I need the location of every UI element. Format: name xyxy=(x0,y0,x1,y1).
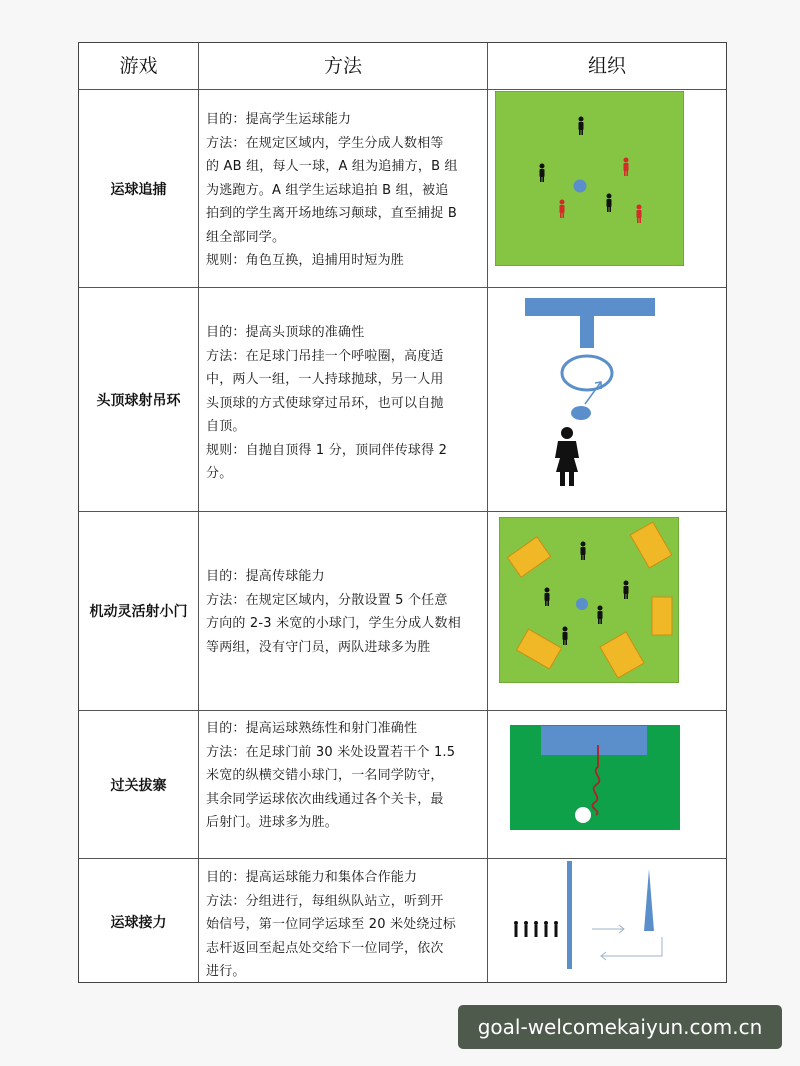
relay-diagram xyxy=(509,859,709,974)
header-method: 方法 xyxy=(323,55,362,77)
method-line: 其余同学运球依次曲线通过各个关卡，最 xyxy=(206,791,444,807)
method-line: 规则：自抛自顶得 1 分，顶同伴传球得 2 xyxy=(206,442,448,458)
method-line: 的 AB 组，每人一球，A 组为追捕方，B 组 xyxy=(206,159,458,174)
method-line: 目的：提高运球能力和集体合作能力 xyxy=(206,870,418,885)
method-line: 目的：提高学生运球能力 xyxy=(206,112,352,127)
game-name: 运球接力 xyxy=(110,914,167,931)
method-line: 方法：在规定区域内，学生分成人数相等 xyxy=(206,135,444,151)
training-games-table xyxy=(78,42,727,983)
method-text xyxy=(206,565,482,659)
column-divider xyxy=(487,43,488,982)
small-goals-diagram xyxy=(499,517,679,683)
method-line: 组全部同学。 xyxy=(206,229,286,245)
method-text xyxy=(206,321,482,486)
method-line: 等两组，没有守门员，两队进球多为胜 xyxy=(206,639,431,655)
dribble-chase-diagram xyxy=(495,91,684,266)
gate-breaking-diagram xyxy=(510,725,680,830)
method-line: 米宽的纵横交错小球门，一名同学防守， xyxy=(206,768,444,783)
method-line: 始信号，第一位同学运球至 20 米处绕过标 xyxy=(206,917,457,932)
method-line: 方法：在足球门吊挂一个呼啦圈，高度适 xyxy=(206,348,444,364)
header-organization: 组织 xyxy=(587,55,626,77)
method-line: 方法：分组进行，每组纵队站立，听到开 xyxy=(206,893,444,909)
method-line: 目的：提高运球熟练性和射门准确性 xyxy=(206,721,418,736)
game-name: 机动灵活射小门 xyxy=(89,604,188,620)
method-line: 目的：提高头顶球的准确性 xyxy=(206,325,365,340)
method-line: 自顶。 xyxy=(206,419,246,434)
watermark-banner: goal-welcomekaiyun.com.cn xyxy=(458,1005,782,1049)
method-text xyxy=(206,717,482,835)
method-line: 分。 xyxy=(206,466,233,481)
header-hoop-diagram xyxy=(519,296,664,496)
method-line: 目的：提高传球能力 xyxy=(206,569,325,584)
method-text xyxy=(206,866,482,984)
method-line: 志杆返回至起点处交给下一位同学，依次 xyxy=(206,940,444,956)
method-line: 为逃跑方。A 组学生运球追拍 B 组，被追 xyxy=(206,182,449,198)
column-divider xyxy=(198,43,199,982)
header-game: 游戏 xyxy=(119,55,158,77)
method-line: 头顶球的方式使球穿过吊环，也可以自抛 xyxy=(206,395,444,411)
method-line: 方法：在规定区域内，分散设置 5 个任意 xyxy=(206,592,448,608)
game-name: 头顶球射吊环 xyxy=(96,392,181,409)
method-text xyxy=(206,108,482,273)
method-line: 后射门。进球多为胜。 xyxy=(206,815,339,830)
method-line: 方向的 2-3 米宽的小球门，学生分成人数相 xyxy=(206,616,461,631)
method-line: 拍到的学生离开场地练习颠球，直至捕捉 B xyxy=(206,206,458,221)
method-line: 方法：在足球门前 30 米处设置若干个 1.5 xyxy=(206,744,456,760)
game-name: 运球追捕 xyxy=(110,181,167,198)
method-line: 进行。 xyxy=(206,964,246,979)
method-line: 规则：角色互换，追捕用时短为胜 xyxy=(206,253,405,268)
game-name: 过关拔寨 xyxy=(110,777,167,794)
method-line: 中，两人一组，一人持球抛球，另一人用 xyxy=(206,372,444,387)
